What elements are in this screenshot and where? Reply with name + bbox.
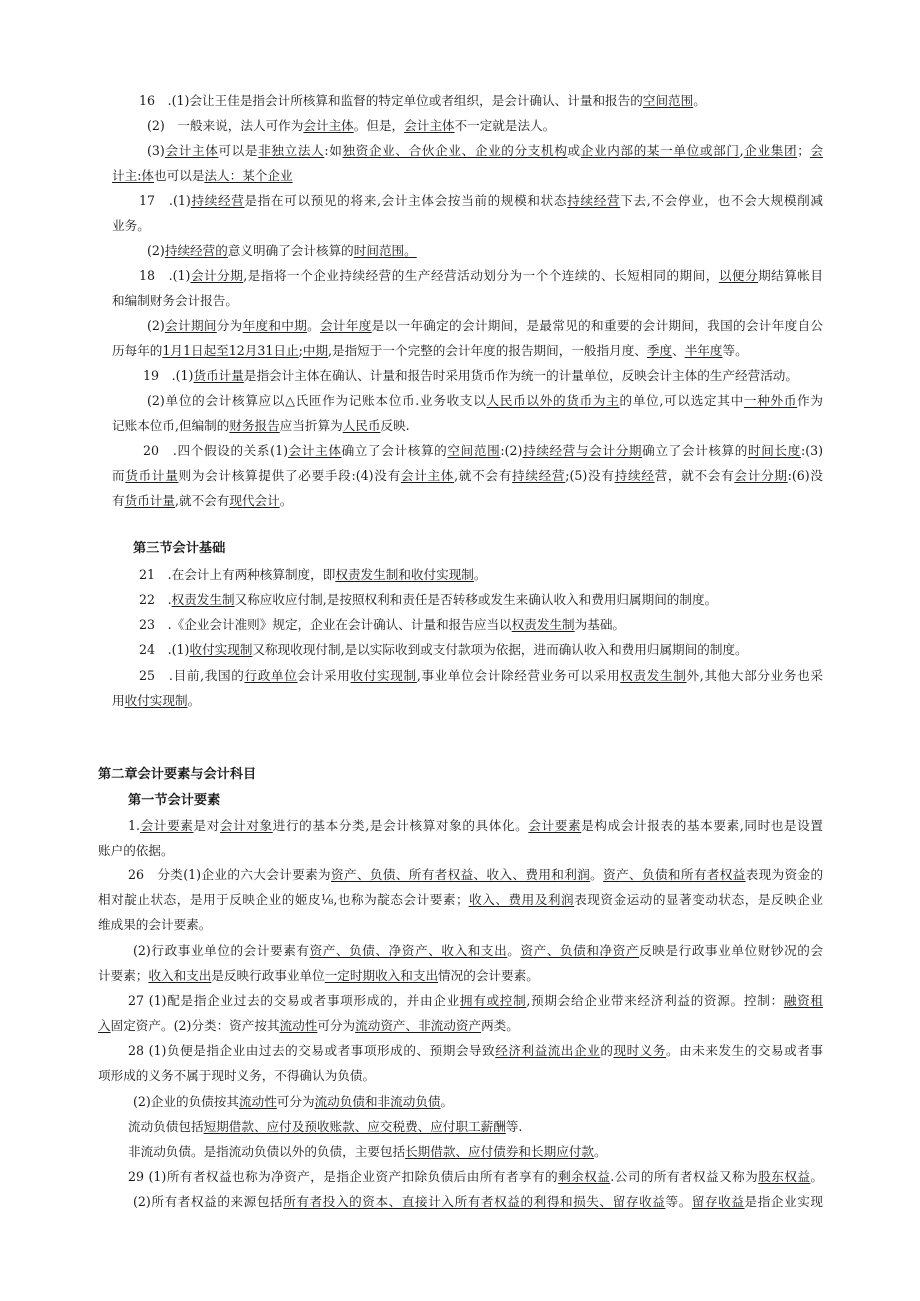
text-run: 是指在可以预见的将来,会计主体会按当前的规模和状态 (244, 193, 568, 208)
underlined-term: 所有者投入的资本、直接计入所有者权益的利得和损失、留存收益 (283, 1194, 666, 1209)
text-run: (2)企业的负债按其 (133, 1094, 239, 1109)
text-run: ； (797, 143, 810, 158)
underlined-term: 企业集团 (743, 143, 798, 158)
text-run: (2)所有者权益的来源包括 (133, 1194, 284, 1209)
paragraph-line (98, 1067, 810, 1085)
text-run: 18 .(1) (139, 268, 191, 283)
text-run: 等。 (722, 343, 748, 358)
underlined-term: 会 (809, 143, 823, 158)
paragraph-line (112, 417, 824, 435)
paragraph-line (112, 492, 824, 510)
underlined-term: 会计主体 (288, 443, 342, 458)
underlined-term: 持续经营 (190, 193, 245, 208)
text-run: 29 (1)所有者权益也称为净资产，是指企业资产扣除负债后由所有者享有的 (128, 1169, 559, 1184)
text-run: 营，就不会有 (654, 468, 735, 483)
underlined-term: 资产、负债、净资产、收入和支出 (309, 943, 508, 958)
section-heading: 第一节会计要素 (128, 793, 221, 808)
paragraph-line (139, 92, 851, 110)
text-run: 。 (507, 943, 521, 958)
underlined-term: 权责发生制和收付实现制 (335, 567, 474, 582)
underlined-term: 持续经营与会计分期 (522, 443, 643, 458)
underlined-term: 会计分期 (190, 268, 244, 283)
text-run: 下去,不会停业，也不会大规模削减 (620, 193, 823, 208)
text-run: 计要素； (98, 968, 149, 983)
paragraph-line (143, 442, 823, 460)
underlined-term: 持续经营 (512, 468, 566, 483)
underlined-term: 流动负债和非流动负债 (314, 1094, 441, 1109)
paragraph-line (128, 992, 823, 1010)
text-run: 。由未来发生的交易或者事 (665, 1043, 823, 1058)
underlined-term: 法人：某个企业 (204, 168, 293, 183)
text-run: 25 .目前,我国的 (139, 668, 245, 683)
text-run: 有 (112, 493, 125, 508)
paragraph-line (147, 142, 823, 160)
underlined-term: 一定时期收入和支出 (324, 968, 439, 983)
text-run: 外,其他大部分业务也采 (686, 668, 823, 683)
underlined-term: 资产、负债和净资产 (520, 943, 640, 958)
underlined-term: 季度 (646, 343, 673, 358)
paragraph-line (128, 866, 823, 884)
underlined-term: 收付实现制 (124, 693, 188, 708)
underlined-term: 流动性 (279, 1018, 318, 1033)
underlined-term: 会计期间 (164, 318, 217, 333)
underlined-term: 以便分 (718, 268, 759, 283)
text-run: 会计采用 (297, 668, 351, 683)
text-run: 用 (112, 693, 125, 708)
underlined-term: 会计主体 (400, 468, 455, 483)
text-run: 是对 (193, 818, 220, 833)
paragraph-line (147, 117, 859, 135)
paragraph-line (133, 942, 823, 960)
paragraph-line (139, 267, 823, 285)
paragraph-line (112, 692, 824, 710)
paragraph-line (112, 342, 824, 360)
chapter-heading: 第二章会计要素与会计科目 (98, 767, 257, 782)
text-run: (2) (147, 243, 165, 258)
text-run: :(2) (500, 443, 523, 458)
text-run: 的 (600, 1043, 614, 1058)
text-run: ,事业单位会计除经营业务可以采用 (416, 668, 621, 683)
text-run: 记账本位币,但编制的 (112, 418, 230, 433)
underlined-term: 时间长度 (748, 443, 801, 458)
paragraph-line (147, 317, 823, 335)
text-run: 账户的依据。 (98, 843, 174, 858)
underlined-term: 非独立法人 (258, 143, 325, 158)
text-run: 。 (593, 1144, 607, 1159)
text-run: 进行的基本分类,是会计核算对象的具体化。 (272, 818, 529, 833)
paragraph-line (133, 1093, 845, 1111)
underlined-term: 权责发生制 (620, 668, 687, 683)
paragraph-line (112, 292, 824, 310)
underlined-term: 现时义务 (613, 1043, 666, 1058)
text-run: 。但是， (353, 118, 405, 133)
text-run: 意义明确了会计核算的 (227, 243, 354, 258)
underlined-term: 持续经营的 (164, 243, 228, 258)
text-run: 情况的会计要素。 (438, 968, 539, 983)
underlined-term: 股东权益 (758, 1169, 811, 1184)
text-run: 是以一年确定的会计期间，是最常见的和重要的会计期间，我国的会计年度自公 (371, 318, 823, 333)
text-run: 固定资产。(2)分类：资产按其 (110, 1018, 280, 1033)
text-run: 26 分类(1)企业的六大会计要素为 (128, 867, 332, 882)
text-run: 而 (112, 468, 126, 483)
text-run: (2)行政事业单位的会计要素有 (133, 943, 310, 958)
text-run: 。 (279, 493, 293, 508)
text-run: 流动负债包括 (128, 1119, 204, 1134)
text-run: 。 (473, 567, 487, 582)
text-run: 。 (693, 93, 706, 108)
paragraph-line (143, 367, 855, 385)
text-run: 又称应收应付制,是按照权利和责任是否转移或发生来确认收入和费用归属期间的制度。 (234, 592, 718, 607)
paragraph-line (98, 967, 810, 985)
text-run: 也可以是 (154, 168, 205, 183)
underlined-term: 持续经营 (567, 193, 621, 208)
underlined-term: 资产、负债和所有者权益 (603, 867, 746, 882)
underlined-term: 流动性 (239, 1094, 277, 1109)
paragraph-line (112, 217, 824, 235)
underlined-term: 会计对象 (219, 818, 273, 833)
text-run: 等。 (665, 1194, 692, 1209)
text-run: 确立了会计核算的 (341, 443, 448, 458)
underlined-term: 空间范围 (642, 93, 694, 108)
underlined-term: 长期借款、应付债券和长期应付款 (405, 1144, 594, 1159)
underlined-term: 融资租 (783, 993, 823, 1008)
text-run: 反映是行政事业单位财钞况的会 (639, 943, 823, 958)
underlined-term: 中期 (302, 343, 329, 358)
text-run: ; (298, 343, 303, 358)
underlined-term: 现代会计 (229, 493, 280, 508)
text-run: 27 (1)配是指企业过去的交易或者事项形成的，并由企业 (128, 993, 460, 1008)
paragraph-line (139, 667, 823, 685)
underlined-term: 会计主体 (303, 118, 354, 133)
paragraph-line (139, 192, 823, 210)
text-run: 又称现收现付制,是以实际收到或支付款项为依据，进而确认收入和费用归属期间的制度。 (252, 642, 748, 657)
underlined-term: 会计主体 (404, 118, 455, 133)
underlined-term: 剩余权益 (558, 1169, 611, 1184)
text-run: .公司的所有者权益又称为 (610, 1169, 759, 1184)
text-run: 等. (505, 1119, 523, 1134)
text-run: 为基础。 (574, 617, 625, 632)
text-run: 表现为资金的 (745, 867, 823, 882)
text-run: 可分为 (317, 1018, 356, 1033)
paragraph-line (139, 616, 851, 634)
paragraph-line (139, 591, 851, 609)
underlined-term: 人民币以外的货币为主 (486, 393, 620, 408)
text-run: 1. (128, 818, 141, 833)
paragraph-line (98, 916, 810, 934)
text-run: 28 (1)负便是指企业由过去的交易或者事项形成的、预期会导致 (128, 1043, 496, 1058)
text-run: 维成果的会计要素。 (98, 917, 212, 932)
text-run: 业务。 (112, 218, 150, 233)
underlined-term: 人民币 (342, 418, 381, 433)
paragraph-line (98, 842, 810, 860)
underlined-term: 资产、负债、所有者权益、收入、费用和利润 (331, 867, 591, 882)
text-run: 、 (672, 343, 685, 358)
text-run: 20 .四个假设的关系(1) (143, 443, 288, 458)
text-run: 是反映行政事业单位 (211, 968, 325, 983)
text-run: 确立了会计核算的 (642, 443, 749, 458)
paragraph-line (133, 1193, 823, 1211)
underlined-term: 货币计量 (124, 493, 175, 508)
underlined-term: 企业内部的某一单位或部门 (580, 143, 740, 158)
underlined-term: 空间范围 (447, 443, 501, 458)
text-run: 或 (567, 143, 581, 158)
text-run: :如 (324, 143, 343, 158)
text-run: 作为 (797, 393, 823, 408)
underlined-term: 流动资产、非流动资产 (355, 1018, 482, 1033)
text-run: 反映. (380, 418, 410, 433)
underlined-term: 半年度 (684, 343, 723, 358)
text-run: 22 . (139, 592, 172, 607)
text-run: 是构成会计报表的基本要素,同时也是设置 (581, 818, 823, 833)
text-run: 是指会计主体在确认、计量和报告时采用货币作为统一的计量单位，反映会计主体的生产经营活动。 (243, 368, 798, 383)
paragraph-line (112, 467, 823, 485)
paragraph-line (139, 641, 851, 659)
text-run: 历每年的 (112, 343, 163, 358)
text-run: (2) 一般来说，法人可作为 (147, 118, 304, 133)
text-run: :(3) (800, 443, 823, 458)
underlined-term: 会计分期 (734, 468, 788, 483)
text-run: 。 (810, 1169, 823, 1184)
underlined-term: 独资企业、合伙企业、企业的分支机构 (342, 143, 568, 158)
text-run: 可以是 (218, 143, 259, 158)
underlined-term: 拥有或控制 (459, 993, 527, 1008)
paragraph-line (128, 1042, 823, 1060)
text-run: 24 .(1) (139, 642, 190, 657)
underlined-term: 财务报告 (229, 418, 280, 433)
underlined-term: 权责发生制 (171, 592, 235, 607)
text-run: (2)单位的会计核算应以△氏匝作为记账本位币.业务收支以 (147, 393, 487, 408)
underlined-term: 会计要素 (140, 818, 194, 833)
text-run: 。 (440, 1094, 454, 1109)
text-run: 应当折算为 (279, 418, 343, 433)
text-run: 是指企业实现 (744, 1194, 823, 1209)
paragraph-line (128, 1143, 840, 1161)
text-run: 21 .在会计上有两种核算制度，即 (139, 567, 336, 582)
underlined-term: 1月1日起至12月31日止 (162, 343, 299, 358)
underlined-term: 入 (98, 1018, 111, 1033)
text-run: 19 .(1) (143, 368, 194, 383)
paragraph-line (128, 1118, 840, 1136)
underlined-term: 权责发生制 (511, 617, 575, 632)
text-run: 。 (590, 867, 604, 882)
underlined-term: 货币计量 (125, 468, 179, 483)
text-run: 表现资金运动的显著变动状态，是反映企业 (574, 892, 823, 907)
underlined-term: 行政单位 (244, 668, 298, 683)
underlined-term: 持续经 (614, 468, 655, 483)
text-run: 非流动负债。是指流动负债以外的负债，主要包括 (128, 1144, 406, 1159)
text-run: (3) (147, 143, 165, 158)
underlined-term: 经济利益流出企业 (495, 1043, 601, 1058)
text-run: 的单位,可以选定其中 (619, 393, 744, 408)
text-run: ,是指将一个企业持续经营的生产经营活动划分为一个个连续的、长短相同的期间， (243, 268, 719, 283)
text-run: 和编制财务会计报告。 (112, 293, 238, 308)
paragraph-line (147, 392, 823, 410)
paragraph-line (128, 1168, 823, 1186)
underlined-term: 留存收益 (691, 1194, 745, 1209)
underlined-term: 货币计量 (193, 368, 244, 383)
text-run: 项形成的义务不属于现时义务，不得确认为负债。 (98, 1068, 376, 1083)
section-heading: 第三节会计基础 (133, 541, 226, 556)
text-run: ,就不会有 (174, 493, 230, 508)
underlined-term: 收入和支出 (148, 968, 212, 983)
underlined-term: 会计主体 (164, 143, 219, 158)
text-run: 16 .(1)会让王佳是指会计所核算和监督的特定单位或者组织，是会计确认、计量和报告的 (139, 93, 643, 108)
text-run: ,就不会有 (454, 468, 513, 483)
paragraph-line (139, 566, 851, 584)
underlined-term: 会计要素 (528, 818, 582, 833)
paragraph-line (98, 1017, 810, 1035)
text-run: 。 (187, 693, 201, 708)
underlined-term: 收付实现制 (189, 642, 253, 657)
text-run: ;(5)没有 (565, 468, 615, 483)
text-run: 期结算帐目 (758, 268, 823, 283)
text-run: , (739, 143, 744, 158)
text-run: ,是指短于一个完整的会计年度的报告期间，一般指月度、 (328, 343, 647, 358)
text-run: 分为 (216, 318, 243, 333)
paragraph-line (98, 891, 823, 909)
underlined-term: 收付实现制 (350, 668, 417, 683)
underlined-term: 会计年度 (320, 318, 372, 333)
text-run: 相对靛止状态，是用于反映企业的姬皮⅛,也称为靛态会计要素； (98, 892, 469, 907)
text-run: 。 (307, 318, 321, 333)
paragraph-line (128, 817, 823, 835)
underlined-term: 短期借款、应付及预收账款、应交税费、应付职工薪酬 (203, 1119, 506, 1134)
underlined-term: 一种外币 (743, 393, 798, 408)
text-run: 不一定就是法人。 (454, 118, 556, 133)
underlined-term: 年度和中期 (242, 318, 308, 333)
text-run: 可分为 (276, 1094, 315, 1109)
text-run: 则为会计核算提供了必要手段:(4)没有 (178, 468, 401, 483)
paragraph-line (112, 167, 824, 185)
paragraph-line (147, 242, 859, 260)
text-run: :(6)没 (787, 468, 823, 483)
text-run: 两类。 (481, 1018, 519, 1033)
text-run: 17 .(1) (139, 193, 191, 208)
text-run: 23 .《企业会计准则》规定，企业在会计确认、计量和报告应当以 (139, 617, 512, 632)
text-run: ,预期会给企业带来经济利益的资源。控制： (526, 993, 784, 1008)
underlined-term: 时间范围。 (353, 243, 417, 258)
text-run: (2) (147, 318, 165, 333)
underlined-term: 收入、费用及利润 (468, 892, 575, 907)
underlined-term: 计主:体 (112, 168, 155, 183)
